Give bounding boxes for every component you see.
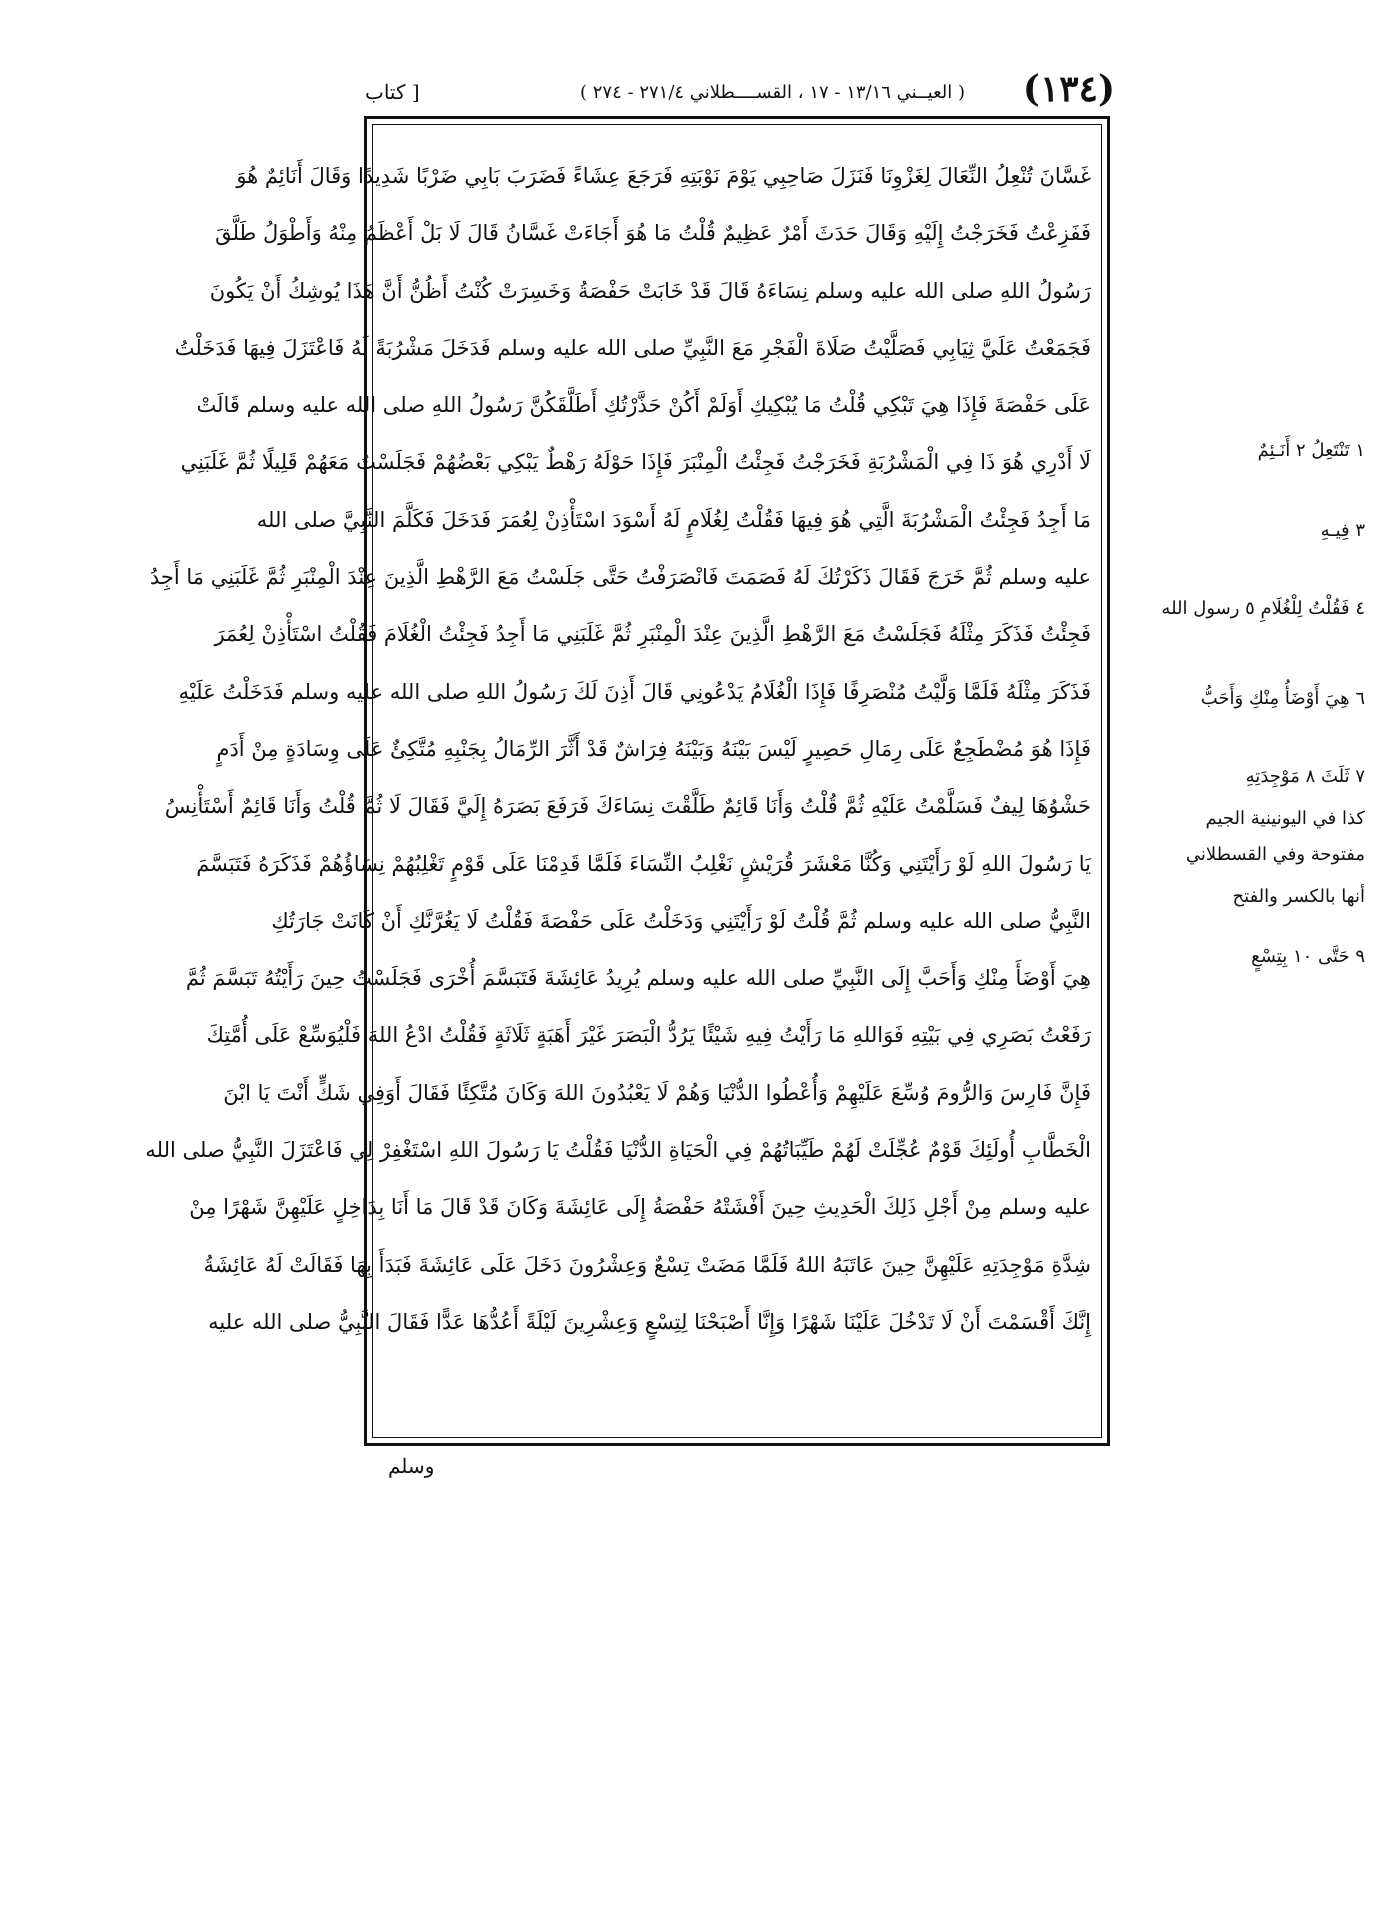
text-line: فَجَمَعْتُ عَلَيَّ ثِيَابِي فَصَلَّيْتُ صَلَاةَ الْفَجْرِ مَعَ النَّبِيِّ صلى الله عليه وسلم فَدَخَلَ مَشْرُبَةً لَهُ فَاعْتَزَلَ فِيهَا فَدَخَلْتُ — [174, 335, 1091, 360]
text-line: فَجِئْتُ فَذَكَرَ مِثْلَهُ فَجَلَسْتُ مَعَ الرَّهْطِ الَّذِينَ عِنْدَ الْمِنْبَرِ ثُمَّ غَلَبَنِي مَا أَجِدُ فَجِئْتُ الْغُلَامَ فَقُلْتُ اسْتَأْذِنْ لِعُمَرَ — [214, 622, 1091, 647]
text-line: إِنَّكَ أَقْسَمْتَ أَنْ لَا تَدْخُلَ عَلَيْنَا شَهْرًا وَإِنَّا أَصْبَحْنَا لِتِسْعٍ وَعِشْرِينَ لَيْلَةً أَعُدُّهَا عَدًّا فَقَالَ النَّبِيُّ صلى الله عليه — [208, 1309, 1091, 1334]
text-line: مَا أَجِدُ فَجِئْتُ الْمَشْرُبَةَ الَّتِي هُوَ فِيهَا فَقُلْتُ لِغُلَامٍ لَهُ أَسْوَدَ اسْتَأْذِنْ لِعُمَرَ فَدَخَلَ فَكَلَّمَ النَّبِيَّ صلى الله — [256, 507, 1091, 532]
margin-note: أنها بالكسر والفتح — [1232, 886, 1365, 907]
catchword: وسلم — [388, 1454, 435, 1478]
margin-note: ٦ هِيَ أَوْضَأُ مِنْكِ وَأَحَبُّ — [1200, 688, 1365, 709]
text-line: حَشْوُهَا لِيفٌ فَسَلَّمْتُ عَلَيْهِ ثُمَّ قُلْتُ وَأَنَا قَائِمٌ طَلَّقْتَ نِسَاءَكَ فَرَفَعَ بَصَرَهُ إِلَيَّ فَقَالَ لَا ثُمَّ قُلْتُ وَأَنَا قَائِمٌ أَسْتَأْنِسُ — [164, 794, 1091, 819]
text-line: رَفَعْتُ بَصَرِي فِي بَيْتِهِ فَوَاللهِ مَا رَأَيْتُ فِيهِ شَيْئًا يَرُدُّ الْبَصَرَ غَيْرَ أَهَبَةٍ ثَلَاثَةٍ فَقُلْتُ ادْعُ اللهَ فَلْيُوَسِّعْ عَلَى أُمَّتِكَ — [206, 1023, 1091, 1048]
main-text — [145, 148, 1091, 1351]
margin-note: ٣ فِيـهِ — [1320, 520, 1365, 541]
margin-note: ٤ فَقُلْتُ لِلْغُلَامِ ٥ رسول الله — [1161, 598, 1365, 619]
text-line: فَإِذَا هُوَ مُضْطَجِعٌ عَلَى رِمَالِ حَصِيرٍ لَيْسَ بَيْنَهُ وَبَيْنَهُ فِرَاشٌ قَدْ أَثَّرَ الرِّمَالُ بِجَنْبِهِ مُتَّكِئٌ عَلَى وِسَادَةٍ مِنْ أَدَمٍ — [216, 736, 1091, 761]
text-line: عليه وسلم مِنْ أَجْلِ ذَلِكَ الْحَدِيثِ حِينَ أَفْشَتْهُ حَفْصَةُ إِلَى عَائِشَةَ وَكَانَ قَدْ قَالَ مَا أَنَا بِدَاخِلٍ عَلَيْهِنَّ شَهْرًا مِنْ — [189, 1195, 1091, 1220]
commentary-references: ( العيــني ١٣/١٦ - ١٧ ، القســــطلاني ٢٧١/٤ - ٢٧٤ ) — [580, 82, 965, 103]
text-line: عليه وسلم ثُمَّ خَرَجَ فَقَالَ ذَكَرْتُكَ لَهُ فَصَمَتَ فَانْصَرَفْتُ حَتَّى جَلَسْتُ مَعَ الرَّهْطِ الَّذِينَ عِنْدَ الْمِنْبَرِ ثُمَّ غَلَبَنِي مَا أَجِدُ — [149, 565, 1091, 590]
page-header — [365, 68, 1115, 118]
text-line: غَسَّانَ تُنْعِلُ النِّعَالَ لِغَزْوِنَا فَنَزَلَ صَاحِبِي يَوْمَ نَوْبَتِهِ فَرَجَعَ عِشَاءً فَضَرَبَ بَابِي ضَرْبًا شَدِيدًا وَقَالَ أَنَائِمٌ هُوَ — [236, 164, 1091, 188]
text-line: يَا رَسُولَ اللهِ لَوْ رَأَيْتَنِي وَكُنَّا مَعْشَرَ قُرَيْشٍ نَغْلِبُ النِّسَاءَ فَلَمَّا قَدِمْنَا عَلَى قَوْمٍ تَغْلِبُهُمْ نِسَاؤُهُمْ فَذَكَرَهُ فَتَبَسَّمَ — [196, 851, 1091, 876]
margin-note: مفتوحة وفي القسطلاني — [1185, 844, 1365, 865]
text-line: الْخَطَّابِ أُولَئِكَ قَوْمٌ عُجِّلَتْ لَهُمْ طَيِّبَاتُهُمْ فِي الْحَيَاةِ الدُّنْيَا فَقُلْتُ يَا رَسُولَ اللهِ اسْتَغْفِرْ لِي فَاعْتَزَلَ النَّبِيُّ صلى الله — [145, 1138, 1091, 1163]
text-line: لَا أَدْرِي هُوَ ذَا فِي الْمَشْرُبَةِ فَخَرَجْتُ فَجِئْتُ الْمِنْبَرَ فَإِذَا حَوْلَهُ رَهْطٌ يَبْكِي بَعْضُهُمْ فَجَلَسْتُ مَعَهُمْ قَلِيلًا ثُمَّ غَلَبَنِي — [180, 450, 1091, 475]
text-line: فَإِنَّ فَارِسَ وَالرُّومَ وُسِّعَ عَلَيْهِمْ وَأُعْطُوا الدُّنْيَا وَهُمْ لَا يَعْبُدُونَ اللهَ وَكَانَ مُتَّكِئًا فَقَالَ أَوَفِي شَكٍّ أَنْتَ يَا ابْنَ — [223, 1080, 1091, 1105]
text-line: النَّبِيُّ صلى الله عليه وسلم ثُمَّ قُلْتُ لَوْ رَأَيْتَنِي وَدَخَلْتُ عَلَى حَفْصَةَ فَقُلْتُ لَا يَغُرَّنَّكِ أَنْ كَانَتْ جَارَتُكِ — [271, 908, 1091, 933]
margin-note: كذا في اليونينية الجيم — [1205, 808, 1365, 829]
margin-note: ١ تَنْتَعِلُ ٢ أَنَـئِمٌ — [1257, 440, 1365, 461]
text-line: فَفَزِعْتُ فَخَرَجْتُ إِلَيْهِ وَقَالَ حَدَثَ أَمْرٌ عَظِيمٌ قُلْتُ مَا هُوَ أَجَاءَتْ غَسَّانُ قَالَ لَا بَلْ أَعْظَمُ مِنْهُ وَأَطْوَلُ طَلَّقَ — [215, 221, 1091, 246]
text-line: رَسُولُ اللهِ صلى الله عليه وسلم نِسَاءَهُ قَالَ قَدْ خَابَتْ حَفْصَةُ وَخَسِرَتْ كُنْتُ أَظُنُّ أَنَّ هَذَا يُوشِكُ أَنْ يَكُونَ — [209, 278, 1091, 303]
page-number: (١٣٤) — [1022, 68, 1115, 110]
margin-note: ٩ حَتَّى ١٠ بِتِسْعٍ — [1251, 946, 1365, 967]
text-line: فَذَكَرَ مِثْلَهُ فَلَمَّا وَلَّيْتُ مُنْصَرِفًا فَإِذَا الْغُلَامُ يَدْعُونِي قَالَ أَذِنَ لَكَ رَسُولُ اللهِ صلى الله عليه وسلم فَدَخَلْتُ عَلَيْهِ — [178, 679, 1091, 704]
text-line: شِدَّةِ مَوْجِدَتِهِ عَلَيْهِنَّ حِينَ عَاتَبَهُ اللهُ فَلَمَّا مَضَتْ تِسْعٌ وَعِشْرُونَ دَخَلَ عَلَى عَائِشَةَ فَبَدَأَ بِهَا فَقَالَتْ لَهُ عَائِشَةُ — [203, 1252, 1091, 1277]
book-label: [ كتاب — [365, 80, 420, 104]
text-line: هِيَ أَوْضَأَ مِنْكِ وَأَحَبَّ إِلَى النَّبِيِّ صلى الله عليه وسلم يُرِيدُ عَائِشَةَ فَتَبَسَّمَ أُخْرَى فَجَلَسْتُ حِينَ رَأَيْتُهُ تَبَسَّمَ ثُمَّ — [185, 966, 1091, 991]
text-line: عَلَى حَفْصَةَ فَإِذَا هِيَ تَبْكِي قُلْتُ مَا يُبْكِيكِ أَوَلَمْ أَكُنْ حَذَّرْتُكِ أَطَلَّقَكُنَّ رَسُولُ اللهِ صلى الله عليه وسلم قَالَتْ — [196, 393, 1091, 418]
margin-note: ٧ ثَلَثَ ٨ مَوْجِدَتِهِ — [1245, 766, 1365, 787]
